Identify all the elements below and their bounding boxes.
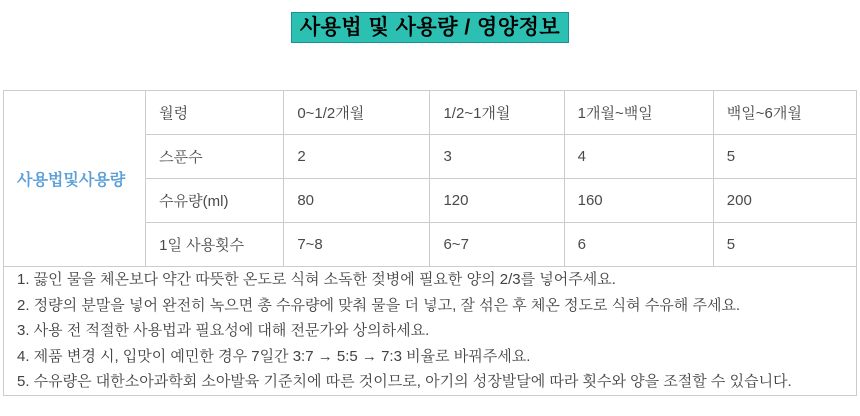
col-header-2: 1개월~백일 — [564, 91, 713, 135]
table-cell: 4 — [564, 135, 713, 179]
col-header-3: 백일~6개월 — [713, 91, 856, 135]
table-cell: 80 — [284, 179, 430, 223]
section-label: 사용법및사용량 — [4, 91, 146, 267]
table-row-notes — [4, 267, 857, 396]
table-cell: 200 — [713, 179, 856, 223]
title-banner-row — [0, 0, 860, 46]
table-cell: 5 — [713, 223, 856, 267]
note-line-1: 1. 끓인 물을 체온보다 약간 따뜻한 온도로 식혀 소독한 젖병에 필요한 양의 2/3를 넣어주세요. — [17, 271, 616, 288]
usage-table — [3, 90, 857, 396]
col-header-0: 0~1/2개월 — [284, 91, 430, 135]
note-line-4: 4. 제품 변경 시, 입맛이 예민한 경우 7일간 3:7 → 5:5 → 7:3 비율로 바꿔주세요. — [17, 347, 531, 365]
note-line-5: 5. 수유량은 대한소아과학회 소아발육 기준치에 따른 것이므로, 아기의 성장발달에 따라 횟수와 양을 조절할 수 있습니다. — [17, 373, 792, 390]
table-cell: 2 — [284, 135, 430, 179]
table-cell: 6 — [564, 223, 713, 267]
notes-cell — [4, 267, 857, 396]
row-label-feeding-amount: 수유량(ml) — [146, 179, 284, 223]
page-title: 사용법 및 사용량 / 영양정보 — [291, 12, 569, 43]
table-cell: 5 — [713, 135, 856, 179]
note-line-3: 3. 사용 전 적절한 사용법과 필요성에 대해 전문가와 상의하세요. — [17, 322, 430, 339]
row-label-daily-count: 1일 사용횟수 — [146, 223, 284, 267]
row-label-age: 월령 — [146, 91, 284, 135]
table-cell: 7~8 — [284, 223, 430, 267]
table-cell: 3 — [430, 135, 564, 179]
table-cell: 6~7 — [430, 223, 564, 267]
table-cell: 120 — [430, 179, 564, 223]
usage-section — [3, 90, 857, 396]
table-cell: 160 — [564, 179, 713, 223]
note-line-2: 2. 정량의 분말을 넣어 완전히 녹으면 총 수유량에 맞춰 물을 더 넣고, 잘 섞은 후 체온 정도로 식혀 수유해 주세요. — [17, 296, 741, 314]
table-row-header — [4, 91, 857, 135]
col-header-1: 1/2~1개월 — [430, 91, 564, 135]
row-label-spoons: 스푼수 — [146, 135, 284, 179]
